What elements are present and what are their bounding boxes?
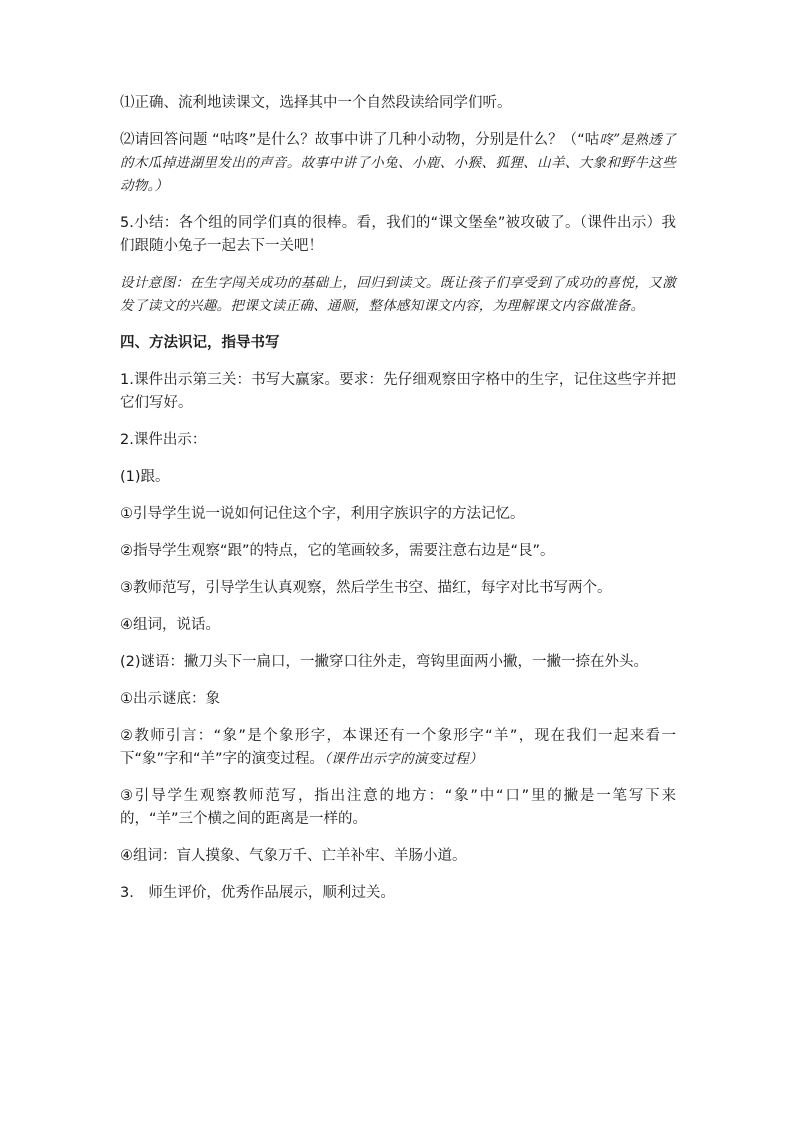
document-page — [120, 92, 676, 919]
paragraph-teacher-intro — [120, 725, 676, 771]
question-answer-note: 咚”是熟透了的木瓜掉进湖里发出的声音。故事中讲了小兔、小鹿、小猴、狐狸、山羊、大象和野牛这些动物。） — [120, 132, 676, 194]
paragraph-step-1: ①引导学生说一说如何记住这个字，利用字族识字的方法记忆。 — [120, 506, 525, 522]
paragraph-step-3: ③教师范写，引导学生认真观察，然后学生书空、描红，每字对比书写两个。 — [120, 580, 612, 596]
paragraph-level-three: 1.课件出示第三关：书写大赢家。要求：先仔细观察田字格中的生字，记住这些字并把它们写好。 — [120, 372, 676, 411]
paragraph-question — [120, 129, 676, 198]
paragraph-observe: ③引导学生观察教师范写，指出注意的地方：“象”中“口”里的撇是一笔写下来的，“羊”三个横之间的距离是一样的。 — [120, 788, 676, 827]
paragraph-step-4: ④组词，说话。 — [120, 617, 220, 633]
paragraph-design-intent: 设计意图：在生字闯关成功的基础上，回归到读文。既让孩子们享受到了成功的喜悦，又激发了读文的兴趣。把课文读正确、通顺，整体感知课文内容，为理解课文内容做准备。 — [120, 275, 676, 314]
paragraph-word-group: ④组词：盲人摸象、气象万千、亡羊补牢、羊肠小道。 — [120, 848, 467, 864]
teacher-intro-note: （课件出示字的演变过程） — [324, 751, 483, 767]
paragraph-riddle: (2)谜语：撇刀头下一扁口，一撇穿口往外走，弯钩里面两小撇，一撇一捺在外头。 — [120, 654, 649, 670]
paragraph-read-aloud: ⑴正确、流利地读课文，选择其中一个自然段读给同学们听。 — [120, 95, 512, 111]
paragraph-step-2: ②指导学生观察“跟”的特点，它的笔画较多，需要注意右边是“艮”。 — [120, 543, 555, 559]
paragraph-courseware-show: 2.课件出示： — [120, 432, 207, 448]
paragraph-character-gen: (1)跟。 — [120, 469, 170, 485]
teacher-intro-text: ②教师引言：“象”是个象形字，本课还有一个象形字“羊”，现在我们一起来看一下“象”字和“羊”字的演变过程。 — [120, 728, 676, 767]
paragraph-evaluation: 3. 师生评价，优秀作品展示，顺利过关。 — [120, 885, 395, 901]
paragraph-riddle-answer: ①出示谜底：象 — [120, 691, 220, 707]
section-heading: 四、方法识记，指导书写 — [120, 335, 280, 351]
paragraph-summary: 5.小结：各个组的同学们真的很棒。看，我们的“课文堡垒”被攻破了。（课件出示）我们跟随小兔子一起去下一关吧！ — [120, 215, 676, 254]
question-text: ⑵请回答问题 “咕咚”是什么？故事中讲了几种小动物，分别是什么？（“咕 — [120, 132, 600, 148]
